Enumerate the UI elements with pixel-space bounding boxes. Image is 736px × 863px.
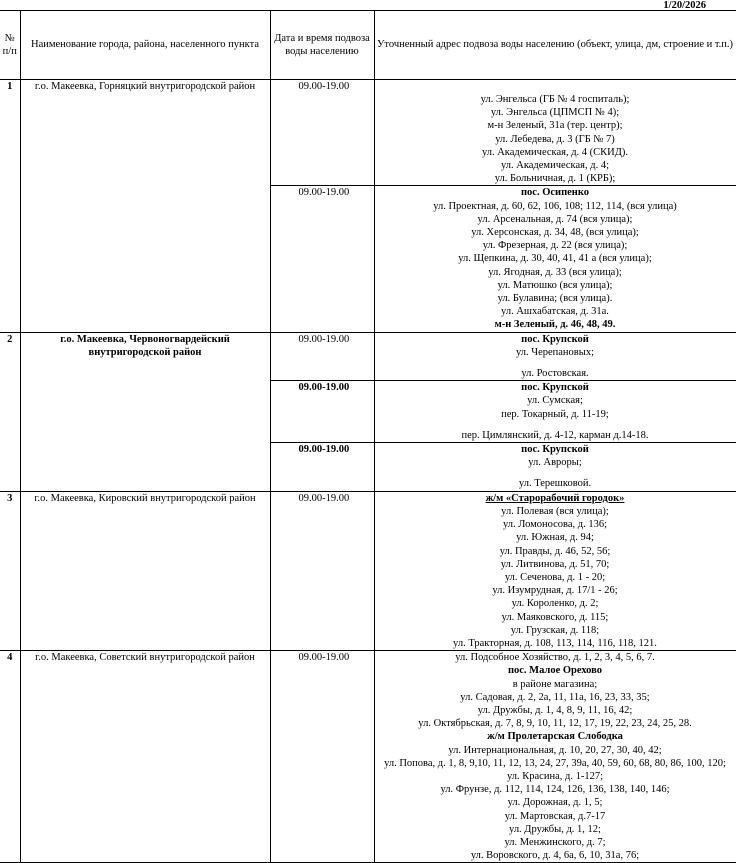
row-time: 09.00-19.00 [270,491,374,650]
row-time: 09.00-19.00 [270,651,374,863]
row-city: г.о. Макеевка, Червоногвардейский внутригородской район [20,332,270,491]
row-address [374,332,736,381]
address-line: ул. Дружбы, д. 1, 12; [509,823,601,835]
row-city: г.о. Макеевка, Кировский внутригородской район [20,491,270,650]
address-first: ул. Подсобное Хозяйство, д. 1, 2, 3, 4, 5, 6, 7. [455,652,655,664]
row-address [374,381,736,443]
address-line: ул. Правды, д. 46, 52, 56; [499,545,611,557]
address-line: ул. Авроры; [528,457,582,469]
row-time: 09.00-19.00 [270,381,374,443]
address-title: пос. Осипенко [520,187,589,199]
address-title: пос. Малое Орехово [507,665,603,677]
address-line: ул. Больничная, д. 1 (КРБ); [494,173,616,185]
address-line: ул. Красина, д. 1-127; [506,770,603,782]
address-line: ул. Энгельса (ГБ № 4 госпиталь); [480,94,630,105]
address-line: ул. Литвинова, д. 51, 70; [500,558,610,570]
address-title: пос. Крупской [521,444,589,456]
address-line: ул. Черепановых; [515,346,594,358]
row-number: 3 [0,491,20,650]
address-last: ул. Ростовская. [521,368,589,380]
header-city: Наименование города, района, населенного пункта [20,11,270,80]
row-number: 1 [0,80,20,333]
address-line: ул. Лебедева, д. 3 (ГБ № 7) [495,133,615,145]
address-line: в районе магазина; [512,678,598,690]
address-line: ул. Короленко, д. 2; [511,598,599,610]
header-address: Уточненный адрес подвоза воды населению (объект, улица, дм, строение и т.п.) [374,11,736,80]
address-line: ул. Попова, д. 1, 8, 9,10, 11, 12, 13, 24, 27, 39а, 40, 59, 60, 68, 80, 86, 100, 120; [384,757,726,769]
address-line: ул. Изумрудная, д. 17/1 - 26; [492,585,618,597]
address-line: ул. Грузская, д. 118; [510,624,600,636]
address-line: ул. Фрунзе, д. 112, 114, 124, 126, 136, 138, 140, 146; [440,784,670,796]
row-number: 4 [0,651,20,863]
address-line: ул. Ашхабатская, д. 31а. [501,306,609,318]
address-title: ж/м Пролетарская Слободка [487,731,623,743]
row-address [374,80,736,186]
address-line: ул. Ягодная, д. 33 (вся улица); [488,266,622,278]
row-address [374,186,736,332]
row-time: 09.00-19.00 [270,332,374,381]
address-list [375,200,736,319]
address-line: пер. Токарный, д. 11-19; [501,408,609,420]
address-line: ул. Матюшко (вся улица); [497,279,613,291]
address-line: ул. Булавина; (вся улица). [497,293,613,305]
address-list [375,456,736,469]
address-line: ул. Мартовская, д.7-17 [504,810,606,822]
address-title: ж/м «Старорабочий городок» [485,492,625,504]
document-date: 1/20/2026 [663,0,706,11]
address-last: пер. Цимлянский, д. 4-12, карман д.14-18. [461,429,649,441]
address-line: ул. Фрезерная, д. 22 (вся улица); [482,240,628,252]
address-line: ул. Интернациональная, д. 10, 20, 27, 30, 40, 42; [448,744,662,756]
row-city: г.о. Макеевка, Советский внутригородской район [20,651,270,863]
table-row [0,651,736,863]
address-line: ул. Дружбы, д. 1, 4, 8, 9, 11, 16, 42; [477,704,633,716]
address-line: ул. Тракторная, д. 108, 113, 114, 116, 118, 121. [453,637,657,649]
row-address [374,651,736,863]
address-line: ул. Садовая, д. 2, 2а, 11, 11а, 16, 23, 33, 35; [460,691,650,703]
address-list [375,505,736,650]
water-delivery-table [0,10,736,863]
address-line: ул. Маяковского, д. 115; [501,611,609,623]
header-time: Дата и время подвоза воды населению [270,11,374,80]
address-line: ул. Сумская; [527,395,583,407]
address-list [375,93,736,185]
row-time: 09.00-19.00 [270,443,374,492]
row-address [374,491,736,650]
address-line: ул. Академическая, д. 4 (СКИД). [481,146,629,158]
table-row [0,491,736,650]
address-last: м-н Зеленый, д. 46, 48, 49. [494,319,616,331]
address-title: пос. Крупской [521,382,589,394]
address-list [375,678,736,731]
row-address [374,443,736,492]
address-line: ул. Октябрьская, д. 7, 8, 9, 10, 11, 12, 17, 19, 22, 23, 24, 25, 28. [418,718,692,730]
row-time: 09.00-19.00 [270,186,374,332]
address-list [375,744,736,863]
address-line: ул. Ломоносова, д. 136; [502,519,608,531]
address-line: ул. Академическая, д. 4; [500,160,610,172]
address-line: ул. Херсонская, д. 34, 48, (вся улица); [471,227,639,239]
address-line: ул. Энгельса (ЦПМСП № 4); [490,107,620,119]
address-line: ул. Полевая (вся улица); [501,505,609,517]
table-row [0,332,736,381]
row-city: г.о. Макеевка, Горняцкий внутригородской район [20,80,270,333]
table-row [0,80,736,186]
address-line: ул. Сеченова, д. 1 - 20; [504,571,606,583]
address-list [375,346,736,359]
row-time: 09.00-19.00 [270,80,374,186]
address-line: ул. Менжинского, д. 7; [504,836,606,848]
address-line: ул. Проектная, д. 60, 62, 106, 108; 112, 114, (вся улица) [433,200,677,212]
address-list [375,394,736,420]
address-line: ул. Дорожная, д. 1, 5; [507,797,603,809]
address-line: ул. Южная, д. 94; [516,532,594,544]
row-number: 2 [0,332,20,491]
address-line: ул. Воровского, д. 4, 6а, 6, 10, 31а, 76; [470,850,640,862]
address-title: пос. Крупской [521,333,589,345]
address-last: ул. Терешковой. [518,478,592,490]
header-num: № п/п [0,11,20,80]
address-line: м-н Зеленый, 31а (тер. центр); [487,120,623,132]
address-line: ул. Арсенальная, д. 74 (вся улица); [477,213,633,225]
address-line: ул. Щепкина, д. 30, 40, 41, 41 а (вся улица); [458,253,652,265]
table-header-row [0,11,736,80]
